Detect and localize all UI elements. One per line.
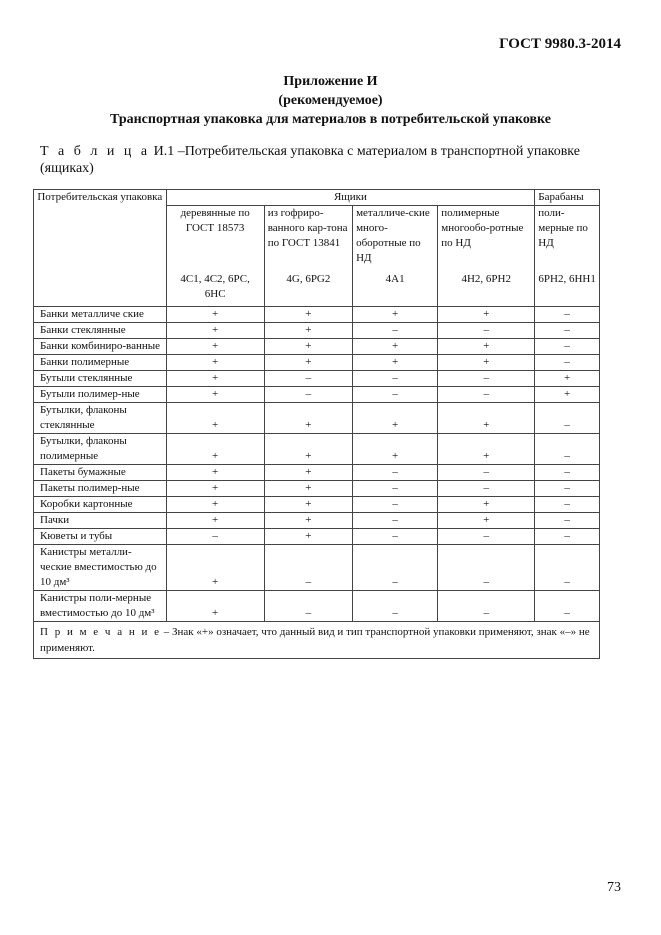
table-row: [34, 497, 600, 513]
row-mark: +: [264, 403, 352, 434]
appendix-heading: [0, 72, 661, 129]
row-mark: –: [438, 591, 535, 622]
row-mark: –: [353, 371, 438, 387]
row-mark: –: [353, 481, 438, 497]
table-row: [34, 355, 600, 371]
row-mark: +: [438, 434, 535, 465]
row-mark: –: [535, 545, 600, 591]
row-mark: –: [264, 545, 352, 591]
row-mark: +: [264, 513, 352, 529]
table-row: [34, 529, 600, 545]
subheader-polymer-drums: поли-мерные по НД: [535, 206, 600, 267]
type-code-polymer-drums: 6PH2, 6HH1: [535, 266, 600, 307]
row-mark: +: [438, 497, 535, 513]
row-mark: +: [166, 323, 264, 339]
table-row: [34, 339, 600, 355]
table-row: [34, 307, 600, 323]
row-mark: +: [166, 497, 264, 513]
table-body: [34, 307, 600, 622]
row-label: Канистры металли-ческие вместимостью до 10 дм³: [34, 545, 167, 591]
row-mark: +: [166, 387, 264, 403]
row-mark: +: [438, 339, 535, 355]
row-mark: –: [438, 529, 535, 545]
row-mark: –: [535, 355, 600, 371]
table-row: [34, 387, 600, 403]
table-row: [34, 403, 600, 434]
row-label: Пачки: [34, 513, 167, 529]
col-header-consumer-packaging: Потребительская упаковка: [34, 190, 167, 307]
row-mark: +: [264, 434, 352, 465]
row-label: Бутылки, флаконы полимерные: [34, 434, 167, 465]
row-mark: +: [264, 497, 352, 513]
row-mark: –: [535, 323, 600, 339]
row-mark: +: [166, 481, 264, 497]
row-mark: –: [535, 497, 600, 513]
table-row: [34, 371, 600, 387]
table-caption-word: Т а б л и ц а: [40, 144, 151, 159]
row-label: Канистры поли-мерные вместимостью до 10 дм³: [34, 591, 167, 622]
row-mark: –: [535, 591, 600, 622]
row-mark: +: [264, 481, 352, 497]
row-mark: –: [353, 323, 438, 339]
row-label: Пакеты полимер-ные: [34, 481, 167, 497]
row-label: Банки металличе ские: [34, 307, 167, 323]
table-caption: [40, 143, 620, 177]
subheader-metal: металличе-ские много-оборотные по НД: [353, 206, 438, 267]
row-mark: –: [264, 387, 352, 403]
row-mark: +: [353, 307, 438, 323]
row-mark: –: [535, 481, 600, 497]
row-mark: –: [438, 387, 535, 403]
row-mark: +: [535, 387, 600, 403]
row-mark: –: [438, 481, 535, 497]
row-label: Коробки картонные: [34, 497, 167, 513]
row-mark: +: [166, 545, 264, 591]
row-label: Пакеты бумажные: [34, 465, 167, 481]
col-header-drums: Барабаны: [535, 190, 600, 206]
document-header-code: ГОСТ 9980.3-2014: [499, 36, 621, 52]
row-mark: –: [438, 371, 535, 387]
table-row: [34, 323, 600, 339]
row-mark: +: [166, 355, 264, 371]
col-header-boxes: Ящики: [166, 190, 535, 206]
row-mark: –: [438, 545, 535, 591]
page-number: 73: [607, 880, 621, 895]
note-text: – Знак «+» означает, что данный вид и тип транспортной упаковки применяют, знак «–» не применяют.: [40, 626, 590, 654]
subheader-corrugated: из гофриро-ванного кар-тона по ГОСТ 13841: [264, 206, 352, 267]
row-mark: –: [353, 591, 438, 622]
row-mark: –: [353, 387, 438, 403]
row-mark: +: [264, 323, 352, 339]
row-mark: +: [438, 513, 535, 529]
row-mark: –: [535, 403, 600, 434]
row-mark: +: [264, 355, 352, 371]
row-mark: +: [166, 591, 264, 622]
row-mark: +: [438, 307, 535, 323]
row-mark: –: [353, 497, 438, 513]
row-mark: +: [166, 513, 264, 529]
row-mark: –: [535, 529, 600, 545]
row-mark: +: [166, 465, 264, 481]
row-mark: +: [264, 339, 352, 355]
appendix-subtitle: Транспортная упаковка для материалов в потребительской упаковке: [110, 112, 551, 127]
row-mark: +: [353, 434, 438, 465]
row-mark: –: [353, 529, 438, 545]
row-label: Бутыли стеклянные: [34, 371, 167, 387]
row-mark: –: [535, 465, 600, 481]
table-row: [34, 434, 600, 465]
row-mark: +: [535, 371, 600, 387]
row-mark: –: [438, 465, 535, 481]
packaging-table: [33, 189, 600, 659]
table-row: [34, 545, 600, 591]
row-mark: +: [166, 434, 264, 465]
row-mark: +: [264, 307, 352, 323]
type-code-wooden: 4С1, 4С2, 6РС, 6НС: [166, 266, 264, 307]
row-mark: –: [166, 529, 264, 545]
row-mark: +: [438, 403, 535, 434]
row-mark: +: [264, 529, 352, 545]
row-mark: –: [535, 434, 600, 465]
row-mark: –: [264, 591, 352, 622]
type-code-polymer-boxes: 4H2, 6PH2: [438, 266, 535, 307]
table-row: [34, 591, 600, 622]
row-mark: +: [166, 403, 264, 434]
appendix-title: Приложение И: [283, 74, 378, 89]
row-label: Бутыли полимер-ные: [34, 387, 167, 403]
table-note: [34, 622, 600, 659]
row-mark: –: [535, 339, 600, 355]
row-mark: +: [166, 371, 264, 387]
row-label: Банки стеклянные: [34, 323, 167, 339]
row-label: Бутылки, флаконы стеклянные: [34, 403, 167, 434]
row-mark: +: [438, 355, 535, 371]
row-mark: +: [166, 339, 264, 355]
row-mark: –: [535, 307, 600, 323]
row-label: Кюветы и тубы: [34, 529, 167, 545]
table-row: [34, 481, 600, 497]
row-mark: +: [264, 465, 352, 481]
row-label: Банки комбиниро-ванные: [34, 339, 167, 355]
subheader-polymer-boxes: полимерные многообо-ротные по НД: [438, 206, 535, 267]
subheader-wooden: деревянные по ГОСТ 18573: [166, 206, 264, 267]
table-row: [34, 465, 600, 481]
row-mark: –: [353, 545, 438, 591]
row-mark: +: [353, 355, 438, 371]
table-row: [34, 513, 600, 529]
row-mark: –: [438, 323, 535, 339]
note-word: П р и м е ч а н и е: [40, 626, 161, 638]
row-mark: +: [353, 403, 438, 434]
appendix-status: (рекомендуемое): [278, 93, 383, 108]
row-label: Банки полимерные: [34, 355, 167, 371]
type-code-metal: 4A1: [353, 266, 438, 307]
row-mark: +: [353, 339, 438, 355]
table-caption-text: И.1 –Потребительская упаковка с материалом в транспортной упаковке (ящиках): [40, 144, 580, 176]
type-code-corrugated: 4G, 6PG2: [264, 266, 352, 307]
row-mark: –: [353, 513, 438, 529]
row-mark: –: [264, 371, 352, 387]
row-mark: –: [353, 465, 438, 481]
row-mark: +: [166, 307, 264, 323]
row-mark: –: [535, 513, 600, 529]
